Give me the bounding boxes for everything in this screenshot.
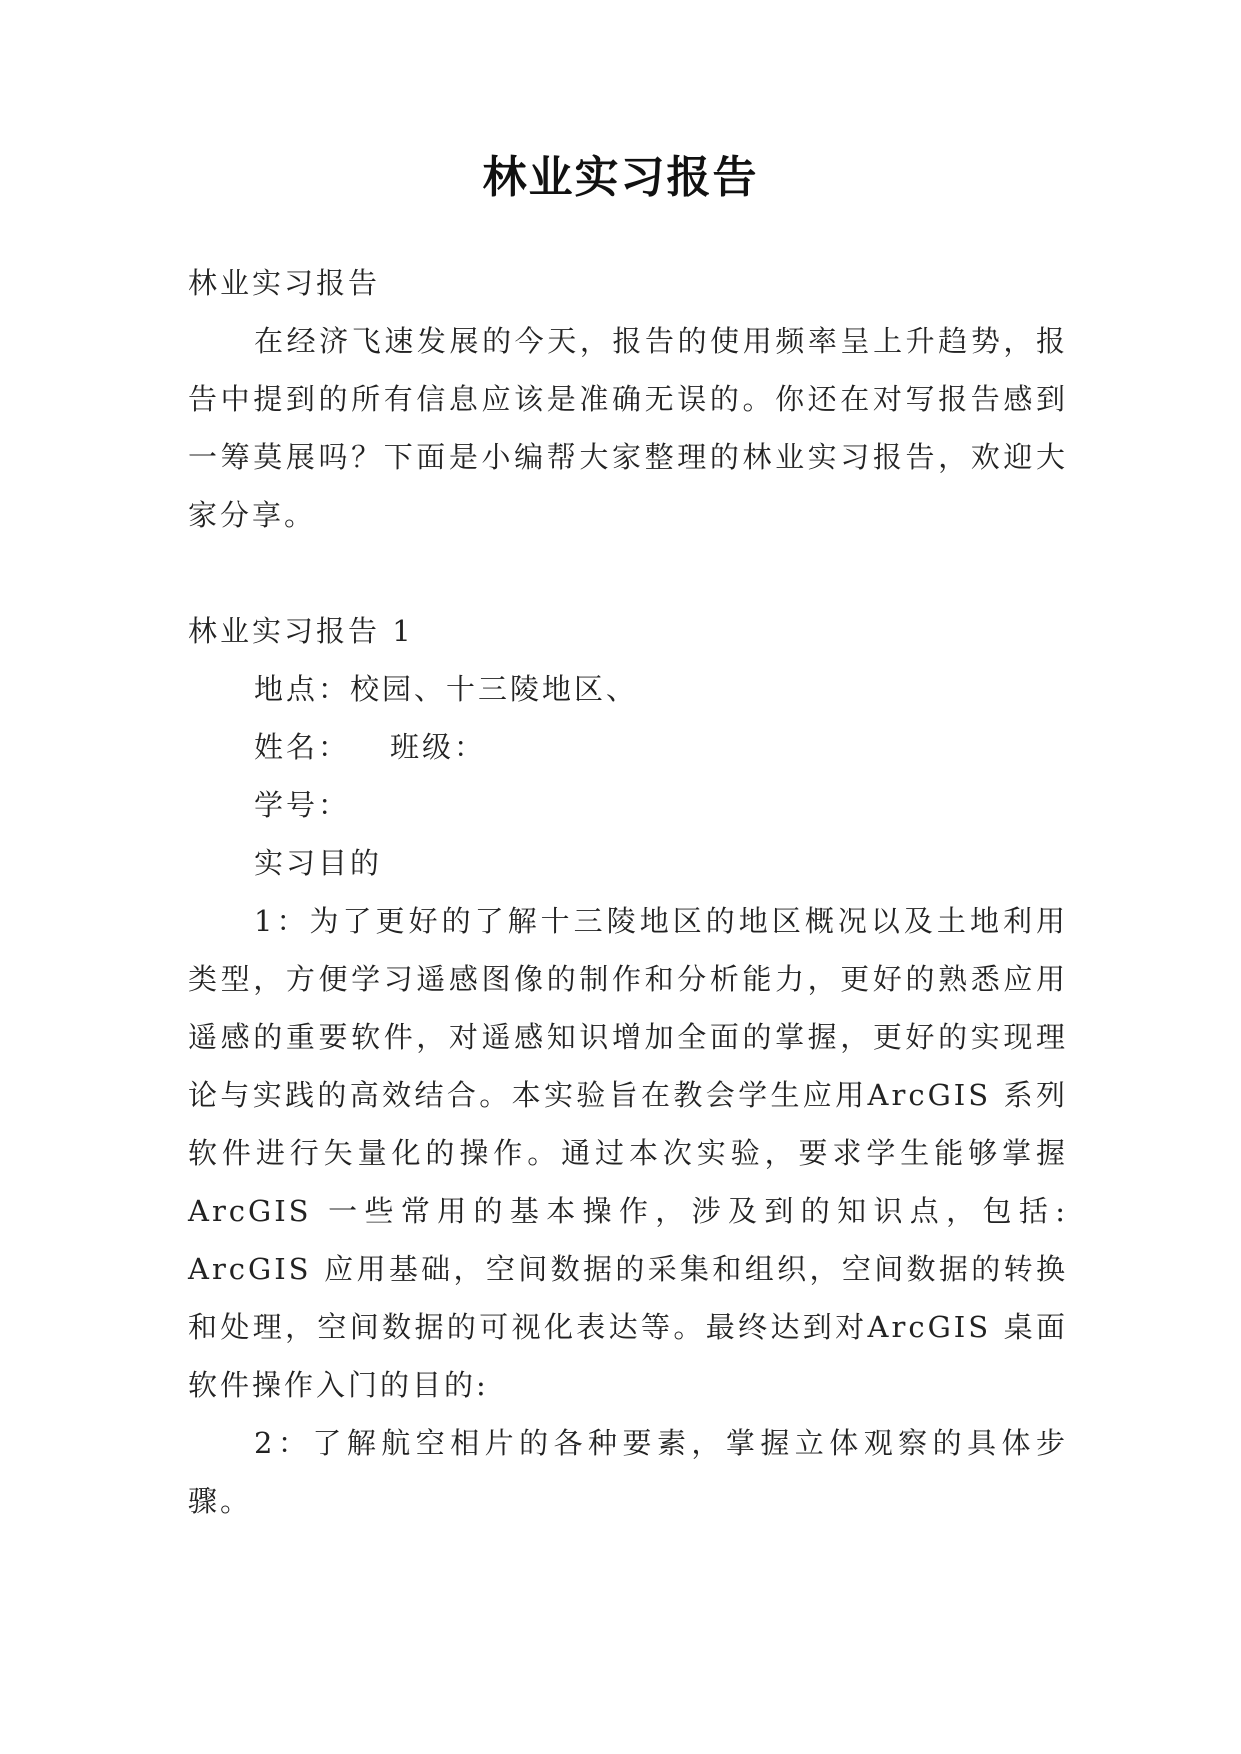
class-label: 班级： — [390, 730, 487, 764]
purpose-item-1: 1：为了更好的了解十三陵地区的地区概况以及土地利用类型，方便学习遥感图像的制作和分析能力，更好的熟悉应用遥感的重要软件，对遥感知识增加全面的掌握，更好的实现理论与实践的高效结合。本实验旨在教会学生应用ArcGIS 系列软件进行矢量化的操作。通过本次实验，要求学生能够掌握 ArcGIS 一些常用的基本操作，涉及到的知识点，包括: ArcGIS 应用基础，空间数据的采集和组织，空间数据的转换和处理，空间数据的可视化表达等。最终达到对ArcGIS 桌面软件操作入门的目的: — [188, 904, 1068, 1402]
intro-heading: 林业实习报告 — [188, 266, 381, 300]
student-id-field: 学号： — [254, 788, 351, 822]
intro-paragraph: 在经济飞速发展的今天，报告的使用频率呈上升趋势，报告中提到的所有信息应该是准确无误的。你还在对写报告感到一筹莫展吗？下面是小编帮大家整理的林业实习报告，欢迎大家分享。 — [188, 324, 1068, 532]
purpose-heading: 实习目的 — [254, 846, 383, 880]
location-field: 地点：校园、十三陵地区、 — [254, 672, 639, 706]
name-label: 姓名： — [254, 730, 351, 764]
name-class-field — [188, 718, 1068, 776]
purpose-item-2: 2：了解航空相片的各种要素，掌握立体观察的具体步骤。 — [188, 1426, 1068, 1518]
document-title: 林业实习报告 — [482, 152, 759, 203]
spacer — [188, 544, 1068, 602]
section-heading: 林业实习报告 1 — [188, 614, 414, 648]
document-body — [188, 254, 1068, 1530]
